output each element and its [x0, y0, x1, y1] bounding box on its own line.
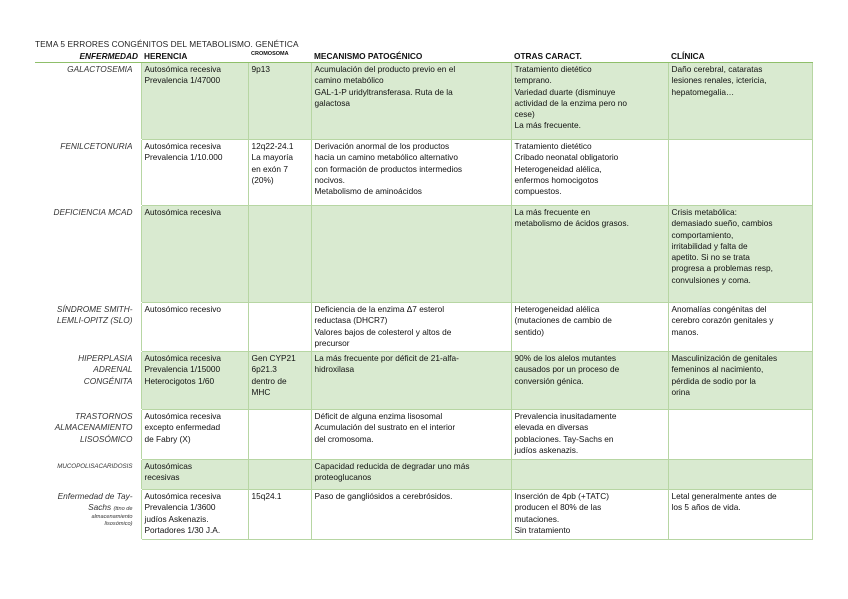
- cell-line: Paso de gangliósidos a cerebrósidos.: [314, 491, 453, 501]
- cell-line: manos.: [671, 326, 699, 337]
- header-herencia: HERENCIA: [141, 50, 248, 63]
- cell-clinica: [668, 352, 812, 410]
- header-otras: OTRAS CARACT.: [511, 50, 668, 63]
- cell-line: Acumulación del sustrato en el interior: [314, 422, 456, 433]
- cell-cromosoma: [248, 460, 311, 490]
- cell-line: ADRENAL: [93, 364, 133, 375]
- cell-line: Masculinización de genitales: [671, 353, 778, 363]
- cell-line: 90% de los alelos mutantes: [514, 353, 616, 363]
- cell-line: hidroxilasa: [314, 364, 355, 375]
- cell-line: MHC: [251, 386, 271, 397]
- cell-enfermedad: [35, 490, 141, 540]
- cell-line: del cromosoma.: [314, 433, 374, 444]
- header-clinica: CLÍNICA: [668, 50, 812, 63]
- cell-line: Enfermedad de Tay-: [57, 491, 133, 501]
- cell-line: LISOSÓMICO: [79, 433, 133, 444]
- cell-line: excepto enfermedad: [144, 422, 221, 433]
- cell-line: convulsiones y coma.: [671, 274, 751, 285]
- cell-line: DEFICIENCIA MCAD: [53, 207, 133, 217]
- cell-line: 15q24.1: [251, 491, 282, 501]
- cell-line: (mutaciones de cambio de: [514, 315, 612, 326]
- cell-herencia: [141, 206, 248, 303]
- cell-line: Variedad duarte (disminuye: [514, 86, 616, 97]
- cell-mecanismo: [311, 206, 511, 303]
- cell-mecanismo: [311, 410, 511, 460]
- cell-line: Autosómica recesiva: [144, 64, 222, 74]
- cell-line: Acumulación del producto previo en el: [314, 64, 456, 74]
- table-row: [35, 460, 812, 490]
- cell-line: Metabolismo de aminoácidos: [314, 186, 422, 197]
- cell-line: reductasa (DHCR7): [314, 315, 388, 326]
- cell-cromosoma: [248, 63, 311, 140]
- table-row: [35, 63, 812, 140]
- cell-herencia: [141, 490, 248, 540]
- cell-line: Prevalencia 1/15000: [144, 364, 221, 375]
- cell-clinica: [668, 490, 812, 540]
- cell-line: Capacidad reducida de degradar uno más: [314, 461, 470, 471]
- cell-otras: [511, 63, 668, 140]
- cell-line: irritabilidad y falta de: [671, 240, 748, 251]
- cell-line: Inserción de 4pb (+TATC): [514, 491, 609, 501]
- cell-herencia: [141, 460, 248, 490]
- cell-line: progresa a problemas resp,: [671, 263, 773, 274]
- cell-line: Heterocigotos 1/60: [144, 375, 215, 386]
- cell-line: Déficit de alguna enzima lisosomal: [314, 411, 443, 421]
- cell-line: Prevalencia 1/47000: [144, 75, 221, 86]
- cell-line: metabolismo de ácidos grasos.: [514, 218, 629, 229]
- cell-line: enfermos homocigotos: [514, 174, 599, 185]
- cell-line: conversión génica.: [514, 375, 584, 386]
- cell-enfermedad: [35, 140, 141, 206]
- cell-line: hepatomegalia…: [671, 86, 735, 97]
- header-row: [35, 50, 812, 63]
- table-row: [35, 352, 812, 410]
- cell-line: GALACTOSEMIA: [67, 64, 133, 74]
- cell-line: recesivas: [144, 472, 180, 483]
- cell-otras: [511, 460, 668, 490]
- cell-line: Autosómica recesiva: [144, 141, 222, 151]
- cell-line: producen el 80% de las: [514, 502, 602, 513]
- cell-line: nocivos.: [314, 174, 345, 185]
- table-body: [35, 63, 812, 540]
- cell-line: precursor: [314, 337, 350, 348]
- cell-line: dentro de: [251, 375, 287, 386]
- cell-line: La más frecuente en: [514, 207, 591, 217]
- cell-mecanismo: [311, 303, 511, 352]
- cell-clinica: [668, 303, 812, 352]
- cell-line: camino metabólico: [314, 75, 384, 86]
- cell-line: Prevalencia 1/3600: [144, 502, 216, 513]
- cell-line: [38, 502, 133, 513]
- cell-line: poblaciones. Tay-Sachs en: [514, 433, 614, 444]
- cell-clinica: [668, 410, 812, 460]
- cell-line: apetito. Si no se trata: [671, 252, 750, 263]
- cell-line: 9p13: [251, 64, 270, 74]
- disease-table: [35, 50, 813, 540]
- cell-clinica: [668, 63, 812, 140]
- cell-line: comportamiento,: [671, 229, 734, 240]
- cell-mecanismo: [311, 352, 511, 410]
- cell-text: Sachs: [88, 502, 114, 513]
- cell-line: HIPERPLASIA: [78, 353, 133, 363]
- cell-line: judíos Askenazis.: [144, 513, 209, 524]
- table-row: [35, 140, 812, 206]
- cell-line: CONGÉNITA: [83, 375, 133, 386]
- header-mecanismo: MECANISMO PATOGÉNICO: [311, 50, 511, 63]
- cell-line: Sin tratamiento: [514, 524, 571, 535]
- cell-line: 6p21.3: [251, 364, 277, 375]
- cell-clinica: [668, 206, 812, 303]
- cell-line: temprano.: [514, 75, 552, 86]
- cell-herencia: [141, 140, 248, 206]
- cell-herencia: [141, 63, 248, 140]
- cell-line: elevada en diversas: [514, 422, 589, 433]
- header-cromosoma: CROMOSOMA: [248, 50, 311, 63]
- cell-line: los 5 años de vida.: [671, 502, 741, 513]
- cell-line: Daño cerebral, cataratas: [671, 64, 763, 74]
- cell-line: Gen CYP21: [251, 353, 296, 363]
- cell-mecanismo: [311, 63, 511, 140]
- cell-line: Tratamiento dietético: [514, 64, 592, 74]
- cell-line: pérdida de sodio por la: [671, 375, 756, 386]
- cell-enfermedad: [35, 460, 141, 490]
- cell-line: sentido): [514, 326, 545, 337]
- cell-note: lisosómico): [104, 520, 133, 527]
- table-row: [35, 410, 812, 460]
- table-row: [35, 490, 812, 540]
- cell-enfermedad: [35, 410, 141, 460]
- cell-line: Anomalías congénitas del: [671, 304, 767, 314]
- cell-line: lesiones renales, ictericia,: [671, 75, 767, 86]
- cell-line: GAL-1-P uridyltransferasa. Ruta de la: [314, 86, 453, 97]
- cell-clinica: [668, 140, 812, 206]
- cell-line: Autosómicas: [144, 461, 192, 471]
- cell-otras: [511, 410, 668, 460]
- cell-line: MUCOPOLISACARIDOSIS: [57, 463, 133, 470]
- cell-enfermedad: [35, 352, 141, 410]
- document-title: TEMA 5 ERRORES CONGÉNITOS DEL METABOLISMO. GENÉTICA: [35, 39, 299, 49]
- cell-cromosoma: [248, 140, 311, 206]
- cell-line: cerebro corazón genitales y: [671, 315, 774, 326]
- cell-note: (ttno de: [113, 506, 133, 513]
- cell-mecanismo: [311, 140, 511, 206]
- cell-line: Autosómico recesivo: [144, 304, 222, 314]
- cell-line: Derivación anormal de los productos: [314, 141, 450, 151]
- header-enfermedad: ENFERMEDAD: [35, 50, 141, 63]
- cell-line: FENILCETONURIA: [60, 141, 133, 151]
- cell-line: Prevalencia 1/10.000: [144, 152, 223, 163]
- cell-otras: [511, 352, 668, 410]
- table-row: [35, 206, 812, 303]
- cell-line: con formación de productos intermedios: [314, 163, 463, 174]
- cell-cromosoma: [248, 303, 311, 352]
- cell-line: ALMACENAMIENTO: [54, 422, 133, 433]
- cell-line: proteoglucanos: [314, 472, 372, 483]
- cell-line: Tratamiento dietético: [514, 141, 592, 151]
- cell-line: Heterogeneidad alélica,: [514, 163, 602, 174]
- cell-line: Autosómica recesiva: [144, 491, 222, 501]
- cell-line: Letal generalmente antes de: [671, 491, 777, 501]
- cell-line: Valores bajos de colesterol y altos de: [314, 326, 452, 337]
- cell-cromosoma: [248, 206, 311, 303]
- cell-herencia: [141, 303, 248, 352]
- cell-line: Cribado neonatal obligatorio: [514, 152, 619, 163]
- cell-enfermedad: [35, 303, 141, 352]
- cell-enfermedad: [35, 206, 141, 303]
- cell-line: orina: [671, 386, 690, 397]
- cell-cromosoma: [248, 490, 311, 540]
- cell-herencia: [141, 410, 248, 460]
- cell-cromosoma: [248, 352, 311, 410]
- cell-line: Crisis metabólica:: [671, 207, 737, 217]
- cell-mecanismo: [311, 460, 511, 490]
- cell-note: almacenamiento: [91, 513, 133, 520]
- cell-line: 12q22-24.1: [251, 141, 294, 151]
- cell-line: Deficiencia de la enzima Δ7 esterol: [314, 304, 445, 314]
- cell-line: demasiado sueño, cambios: [671, 218, 773, 229]
- cell-line: cese): [514, 109, 535, 120]
- cell-line: TRASTORNOS: [75, 411, 133, 421]
- cell-line: La mayoría: [251, 152, 294, 163]
- cell-line: Heterogeneidad alélica: [514, 304, 600, 314]
- cell-line: Prevalencia inusitadamente: [514, 411, 617, 421]
- cell-line: LEMLI-OPITZ (SLO): [56, 315, 133, 326]
- cell-line: compuestos.: [514, 186, 562, 197]
- cell-herencia: [141, 352, 248, 410]
- cell-line: en exón 7: [251, 163, 288, 174]
- cell-enfermedad: [35, 63, 141, 140]
- cell-otras: [511, 303, 668, 352]
- cell-otras: [511, 206, 668, 303]
- cell-otras: [511, 140, 668, 206]
- table-row: [35, 303, 812, 352]
- cell-line: hacia un camino metabólico alternativo: [314, 152, 458, 163]
- cell-line: La más frecuente por déficit de 21-alfa-: [314, 353, 459, 363]
- cell-line: Autosómica recesiva: [144, 353, 222, 363]
- cell-clinica: [668, 460, 812, 490]
- cell-line: galactosa: [314, 97, 351, 108]
- cell-line: mutaciones.: [514, 513, 560, 524]
- cell-line: actividad de la enzima pero no: [514, 97, 628, 108]
- cell-line: Autosómica recesiva: [144, 411, 222, 421]
- cell-line: La más frecuente.: [514, 120, 581, 131]
- cell-cromosoma: [248, 410, 311, 460]
- cell-line: judíos askenazis.: [514, 444, 579, 455]
- cell-line: Autosómica recesiva: [144, 207, 222, 217]
- cell-line: SÍNDROME SMITH-: [56, 304, 133, 314]
- cell-mecanismo: [311, 490, 511, 540]
- cell-line: de Fabry (X): [144, 433, 191, 444]
- cell-otras: [511, 490, 668, 540]
- cell-line: Portadores 1/30 J.A.: [144, 524, 221, 535]
- cell-line: (20%): [251, 174, 274, 185]
- cell-line: causados por un proceso de: [514, 364, 620, 375]
- cell-line: femeninos al nacimiento,: [671, 364, 764, 375]
